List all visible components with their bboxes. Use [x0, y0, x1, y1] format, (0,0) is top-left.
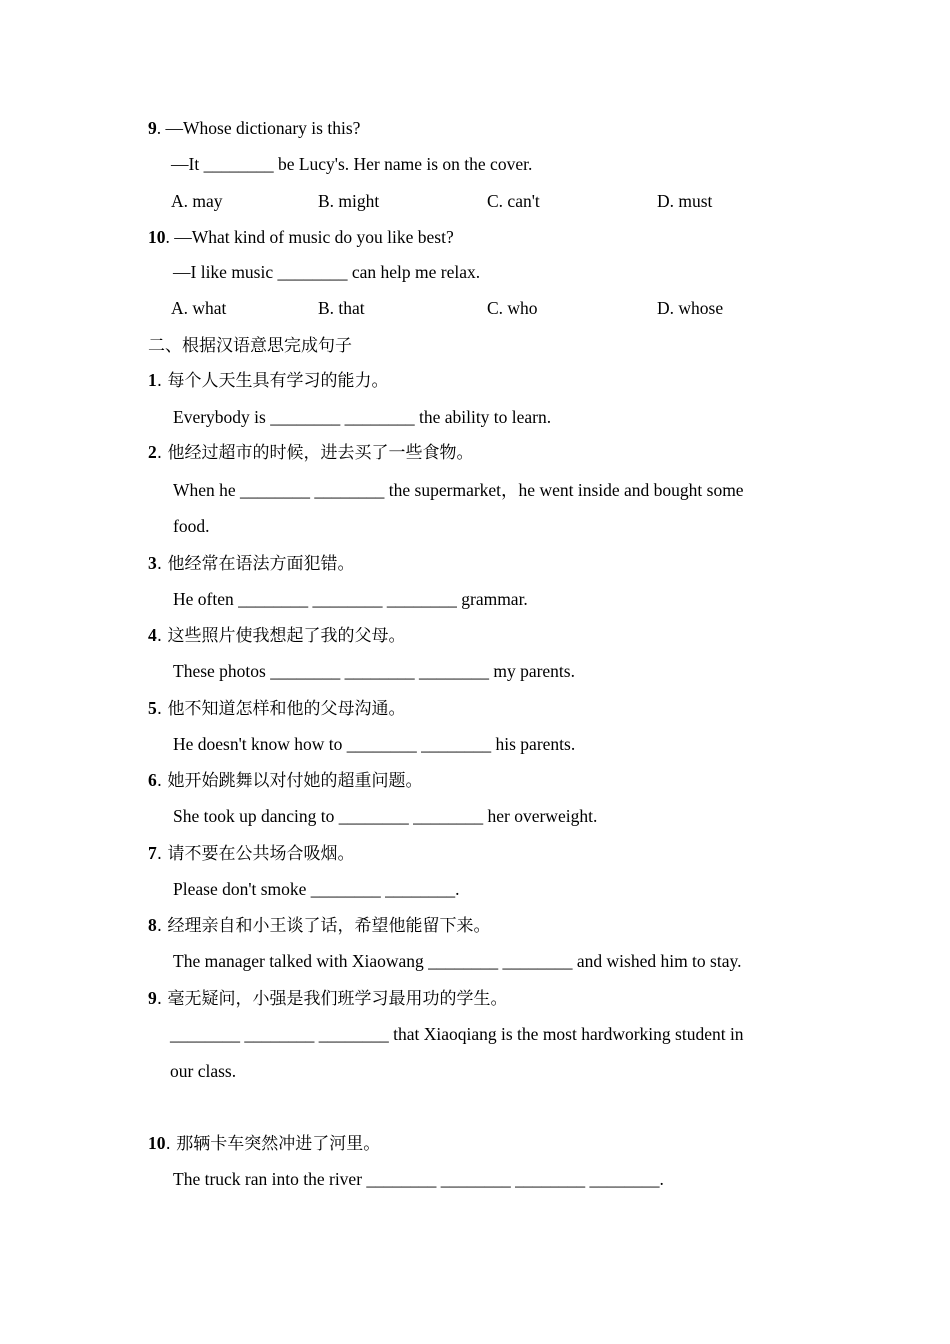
chinese-prompt: . 毫无疑问，小强是我们班学习最用功的学生。: [156, 989, 508, 1009]
chinese-prompt: . 她开始跳舞以对付她的超重问题。: [156, 771, 423, 791]
mc-question-10-stem: [148, 226, 454, 248]
item-7-english: Please don't smoke ________ ________.: [173, 879, 460, 899]
mc-question-9-stem: [148, 117, 360, 139]
item-number: 3: [148, 553, 157, 573]
item-8-chinese: [148, 914, 491, 937]
item-10-chinese: [148, 1132, 380, 1155]
item-6-chinese: [148, 769, 423, 792]
option-a: A. may: [171, 191, 223, 211]
chinese-prompt: . 他经常在语法方面犯错。: [156, 554, 355, 574]
item-10-english: The truck ran into the river ________ ________ ________ ________.: [173, 1169, 664, 1189]
section-heading: 二、根据汉语意思完成句子: [148, 336, 352, 356]
chinese-prompt: . 请不要在公共场合吸烟。: [156, 844, 355, 864]
question-text: . —Whose dictionary is this?: [156, 118, 361, 138]
item-3-english: He often ________ ________ ________ grammar.: [173, 589, 528, 609]
item-1-chinese: [148, 369, 389, 392]
option-d: D. must: [657, 191, 713, 211]
item-6-english: She took up dancing to ________ ________ her overweight.: [173, 806, 598, 826]
chinese-prompt: . 他经过超市的时候，进去买了一些食物。: [156, 443, 474, 463]
item-7-chinese: [148, 842, 355, 865]
item-4-english: These photos ________ ________ ________ my parents.: [173, 661, 575, 681]
mc-question-9-reply: —It ________ be Lucy's. Her name is on the cover.: [171, 154, 533, 174]
chinese-prompt: . 经理亲自和小王谈了话，希望他能留下来。: [156, 916, 491, 936]
item-number: 1: [148, 370, 157, 390]
question-text: . —What kind of music do you like best?: [165, 227, 454, 247]
item-9-english-line-2: our class.: [170, 1061, 237, 1081]
item-number: 8: [148, 915, 157, 935]
mc-question-10-reply: —I like music ________ can help me relax.: [173, 262, 481, 282]
question-number: 10: [148, 227, 166, 247]
chinese-prompt: . 每个人天生具有学习的能力。: [156, 371, 389, 391]
item-8-english: The manager talked with Xiaowang ________ ________ and wished him to stay.: [173, 951, 742, 971]
chinese-prompt: . 这些照片使我想起了我的父母。: [156, 626, 406, 646]
item-4-chinese: [148, 624, 406, 647]
option-a: A. what: [171, 298, 227, 318]
option-c: C. who: [487, 298, 538, 318]
item-3-chinese: [148, 552, 355, 575]
item-5-english: He doesn't know how to ________ ________ his parents.: [173, 734, 576, 754]
question-number: 9: [148, 118, 157, 138]
option-b: B. that: [318, 298, 365, 318]
item-2-chinese: [148, 441, 474, 464]
item-1-english: Everybody is ________ ________ the ability to learn.: [173, 407, 552, 427]
chinese-prompt: . 他不知道怎样和他的父母沟通。: [156, 699, 406, 719]
option-b: B. might: [318, 191, 380, 211]
item-number: 9: [148, 988, 157, 1008]
item-9-english-line-1: ________ ________ ________ that Xiaoqiang is the most hardworking student in: [170, 1024, 744, 1044]
option-d: D. whose: [657, 298, 724, 318]
item-number: 10: [148, 1133, 166, 1153]
item-number: 5: [148, 698, 157, 718]
item-number: 4: [148, 625, 157, 645]
item-9-chinese: [148, 987, 508, 1010]
item-number: 2: [148, 442, 157, 462]
item-2-english-line-2: food.: [173, 516, 210, 536]
item-5-chinese: [148, 697, 406, 720]
option-c: C. can't: [487, 191, 540, 211]
item-2-english-line-1: When he ________ ________ the supermarket，he went inside and bought some: [173, 480, 744, 500]
item-number: 6: [148, 770, 157, 790]
item-number: 7: [148, 843, 157, 863]
chinese-prompt: . 那辆卡车突然冲进了河里。: [165, 1134, 381, 1154]
